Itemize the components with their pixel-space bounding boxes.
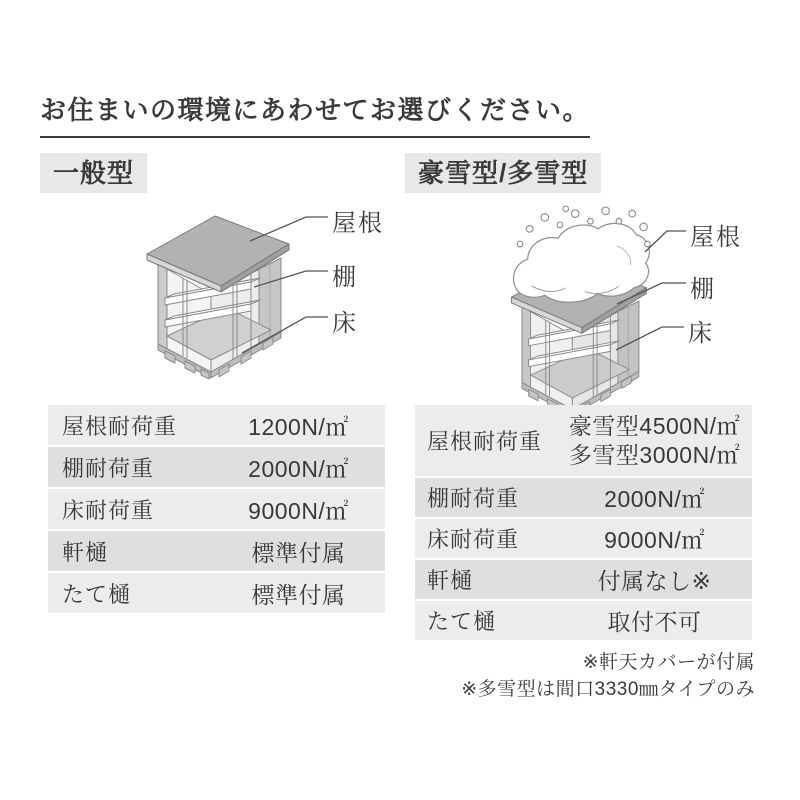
spec-label: 軒樋 (62, 539, 109, 565)
table-row (415, 560, 752, 601)
spec-label: 棚耐荷重 (62, 455, 155, 481)
figure-label-floor: 床 (688, 320, 714, 347)
spec-label: 軒樋 (427, 568, 474, 593)
table-row (415, 601, 752, 642)
spec-table-general (48, 405, 385, 615)
footnote: ※多雪型は間口3330㎜タイプのみ (461, 679, 755, 700)
figure-label-roof: 屋根 (332, 210, 384, 237)
spec-value-line: 豪雪型4500N/㎡ (568, 412, 741, 439)
spec-value: 取付不可 (607, 609, 702, 635)
spec-label: 床耐荷重 (427, 527, 520, 552)
shed-illustration (143, 208, 295, 380)
spec-label: たて樋 (427, 609, 497, 634)
spec-label: たて樋 (62, 581, 132, 607)
spec-label: 屋根耐荷重 (427, 429, 543, 454)
spec-value: 9000N/㎡ (248, 497, 349, 524)
spec-label: 棚耐荷重 (427, 486, 520, 511)
page-title: お住まいの環境にあわせてお選びください。 (40, 90, 590, 138)
snow-cap-shape (513, 223, 649, 302)
shed-figure-general (40, 195, 390, 403)
spec-value (557, 412, 752, 470)
snow-shed-illustration (503, 204, 655, 418)
table-row (48, 573, 385, 615)
figure-label-floor: 床 (332, 310, 358, 337)
table-row (48, 489, 385, 531)
table-row (48, 447, 385, 489)
spec-label: 床耐荷重 (62, 497, 155, 523)
section-heading-general: 一般型 (40, 153, 147, 193)
spec-value: 2000N/㎡ (604, 486, 705, 512)
spec-value: 2000N/㎡ (248, 455, 349, 482)
spec-value: 付属なし※ (597, 568, 712, 594)
figure-label-roof: 屋根 (690, 224, 742, 251)
spec-value: 9000N/㎡ (604, 527, 705, 553)
spec-value: 1200N/㎡ (248, 413, 349, 440)
table-row (415, 405, 752, 478)
footnotes (415, 649, 755, 703)
table-row (48, 405, 385, 447)
section-heading-heavy-snow: 豪雪型/多雪型 (405, 153, 601, 193)
shed-figure-heavy-snow (405, 190, 760, 408)
spec-value: 標準付属 (251, 581, 346, 608)
table-row (415, 478, 752, 519)
figure-label-shelf: 棚 (690, 276, 716, 303)
spec-value-line: 多雪型3000N/㎡ (568, 441, 741, 468)
footnote: ※軒天カバーが付属 (582, 652, 755, 673)
table-row (48, 531, 385, 573)
figure-label-shelf: 棚 (332, 264, 358, 291)
table-row (415, 519, 752, 560)
spec-label: 屋根耐荷重 (62, 413, 178, 439)
spec-table-heavy-snow (415, 405, 752, 642)
spec-value: 標準付属 (251, 539, 346, 566)
